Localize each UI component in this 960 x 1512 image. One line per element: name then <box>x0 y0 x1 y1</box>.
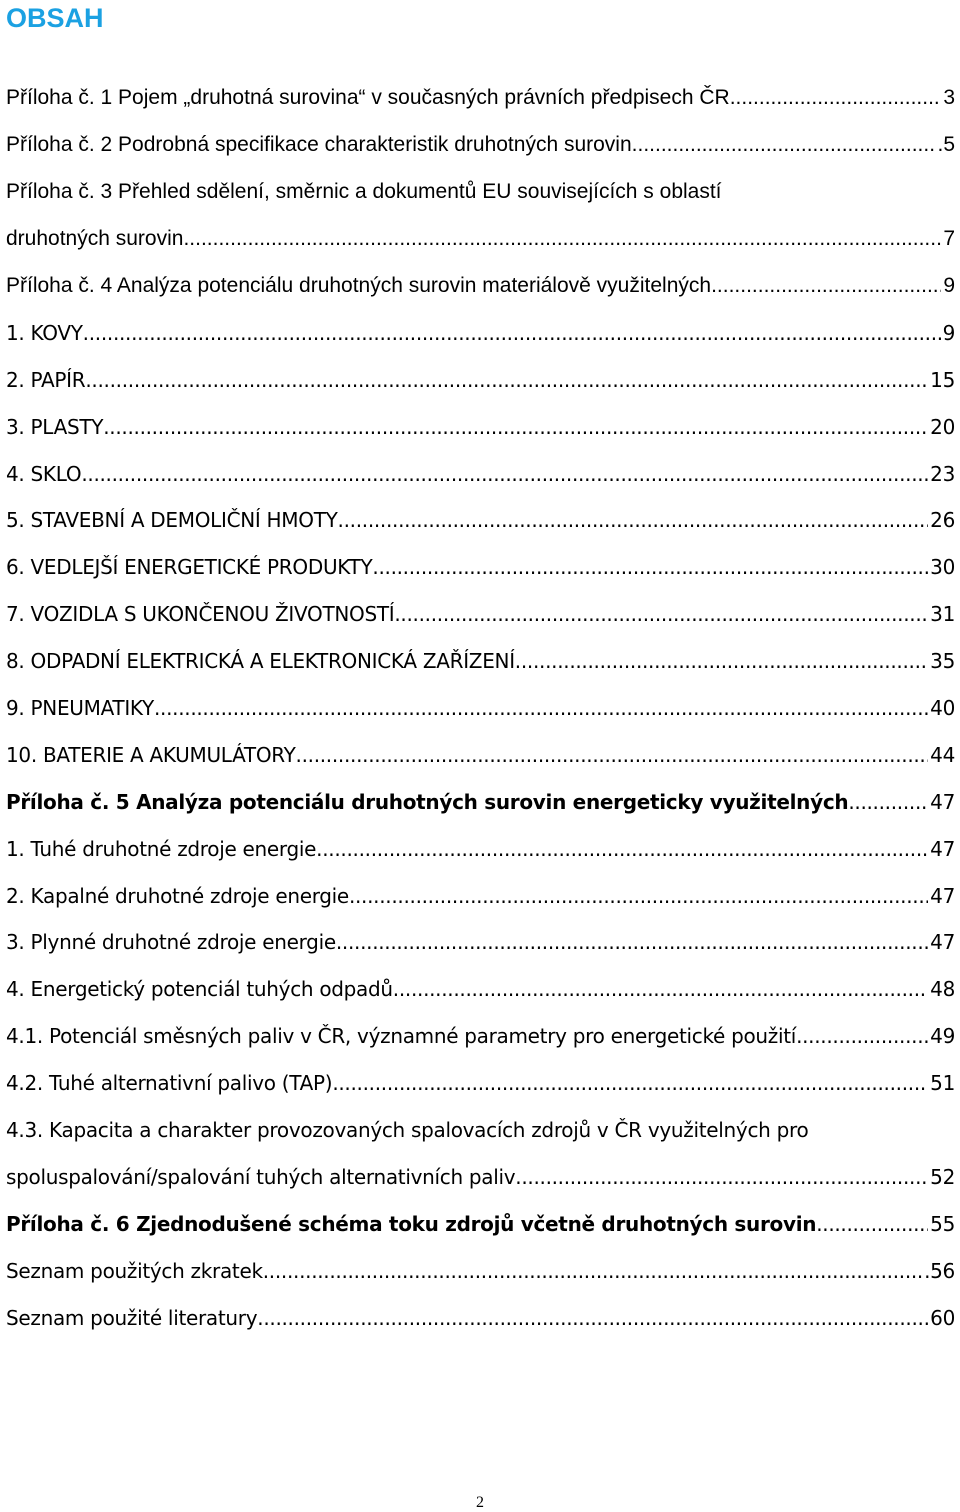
toc-entry-pneumatiky[interactable] <box>6 685 955 732</box>
toc-dot-leader <box>263 1259 922 1283</box>
toc-entry-text: 10. BATERIE A AKUMULÁTORY <box>6 742 296 767</box>
toc-entry-kapacita-line1[interactable] <box>6 1107 955 1154</box>
toc-entry-text: Příloha č. 4 Analýza potenciálu druhotných surovin materiálově využitelných <box>6 274 712 297</box>
toc-dot-leader <box>796 1024 928 1048</box>
toc-page-number: 47 <box>930 883 955 908</box>
toc-dot-leader <box>257 1306 928 1330</box>
toc-entry-text: 6. VEDLEJŠÍ ENERGETICKÉ PRODUKTY <box>6 555 373 580</box>
toc-dot-leader <box>349 884 928 908</box>
toc-entry-kapalne-zdroje[interactable] <box>6 872 955 919</box>
toc-page-number: .5 <box>937 133 955 157</box>
toc-page-number: 30 <box>930 555 955 580</box>
toc-entry-priloha-1[interactable] <box>6 75 955 122</box>
toc-page-number: 15 <box>930 367 955 392</box>
toc-dot-leader <box>848 790 928 814</box>
toc-entry-tuhe-zdroje[interactable] <box>6 825 955 872</box>
toc-entry-elektrozarizeni[interactable] <box>6 638 955 685</box>
toc-entry-priloha-3-line1[interactable] <box>6 169 955 216</box>
toc-entry-text: 2. PAPÍR <box>6 367 86 392</box>
toc-dot-leader <box>711 274 941 298</box>
toc-page-number: 35 <box>930 649 955 674</box>
toc-entry-text: 4. SKLO <box>6 461 82 486</box>
toc-page-number: 9 <box>943 274 955 297</box>
toc-entry-text: Příloha č. 3 Přehled sdělení, směrnic a dokumentů EU souvisejících s oblastí <box>6 180 722 204</box>
toc-dot-leader <box>515 1165 928 1189</box>
toc-dot-leader <box>85 368 928 392</box>
toc-entry-seznam-zkratek[interactable] <box>6 1247 955 1294</box>
toc-page-number: 52 <box>930 1164 955 1189</box>
toc-page-number: 9 <box>942 320 955 345</box>
toc-page-number: 47 <box>930 930 955 955</box>
toc-page-number: 55 <box>930 1211 955 1236</box>
toc-entry-text: 4. Energetický potenciál tuhých odpadů <box>6 977 393 1002</box>
toc-page-number: 31 <box>930 602 955 627</box>
toc-dot-leader <box>338 508 929 532</box>
toc-entry-priloha-6[interactable] <box>6 1200 955 1247</box>
toc-entry-vozidla[interactable] <box>6 591 955 638</box>
toc-entry-tap[interactable] <box>6 1060 955 1107</box>
toc-entry-text: 3. Plynné druhotné zdroje energie <box>6 930 336 955</box>
toc-entry-text: 5. STAVEBNÍ A DEMOLIČNÍ HMOTY <box>6 508 338 533</box>
toc-dot-leader <box>372 555 928 579</box>
toc-dot-leader <box>103 415 928 439</box>
toc-entry-text: Seznam použité literatury <box>6 1305 258 1330</box>
toc-page-number: .56 <box>924 1258 955 1283</box>
toc-entry-text: 4.1. Potenciál směsných paliv v ČR, významné parametry pro energetické použití <box>6 1024 797 1049</box>
toc-entry-plasty[interactable] <box>6 403 955 450</box>
toc-dot-leader <box>730 86 942 110</box>
toc-entry-text: Příloha č. 2 Podrobná specifikace charakteristik druhotných surovin <box>6 133 632 157</box>
toc-entry-priloha-2[interactable] <box>6 122 955 169</box>
toc-entry-text: 1. KOVY <box>6 320 83 345</box>
toc-dot-leader <box>183 227 941 251</box>
toc-entry-potencial-smesnych-paliv[interactable] <box>6 1013 955 1060</box>
toc-entry-kapacita-line2[interactable] <box>6 1153 955 1200</box>
toc-dot-leader <box>394 602 928 626</box>
toc-page-number: 44 <box>930 742 955 767</box>
toc-page-number: 60 <box>930 1305 955 1330</box>
toc-entry-text: druhotných surovin <box>6 227 184 251</box>
toc-entry-text: 7. VOZIDLA S UKONČENOU ŽIVOTNOSTÍ <box>6 602 395 627</box>
toc-dot-leader <box>515 649 928 673</box>
toc-dot-leader <box>393 977 928 1001</box>
toc-dot-leader <box>816 1212 928 1236</box>
toc-entry-text: 4.3. Kapacita a charakter provozovaných spalovacích zdrojů v ČR využitelných pro <box>6 1118 809 1143</box>
toc-entry-energeticke-produkty[interactable] <box>6 544 955 591</box>
toc-dot-leader <box>332 1071 928 1095</box>
toc-page-number: 51 <box>930 1071 955 1096</box>
toc-entry-seznam-literatury[interactable] <box>6 1294 955 1341</box>
toc-entry-sklo[interactable] <box>6 450 955 497</box>
toc-page-number: 7 <box>943 227 955 251</box>
toc-entry-text: Seznam použitých zkratek <box>6 1258 263 1283</box>
toc-page-number: 40 <box>930 696 955 721</box>
toc-dot-leader <box>81 462 928 486</box>
toc-page-number: 49 <box>930 1024 955 1049</box>
toc-entry-text: Příloha č. 6 Zjednodušené schéma toku zdrojů včetně druhotných surovin <box>6 1211 817 1236</box>
toc-page-number: 47 <box>930 789 955 814</box>
toc-entry-text: 4.2. Tuhé alternativní palivo (TAP) <box>6 1071 333 1096</box>
toc-entry-text: spoluspalování/spalování tuhých alternativních paliv <box>6 1164 516 1189</box>
toc-page-number: 23 <box>930 461 955 486</box>
toc-page-number: 20 <box>930 414 955 439</box>
toc-entry-text: 9. PNEUMATIKY <box>6 696 154 721</box>
toc-page-number: 47 <box>930 836 955 861</box>
table-of-contents <box>6 75 955 1341</box>
toc-title: OBSAH <box>6 3 104 33</box>
toc-entry-energeticky-potencial[interactable] <box>6 966 955 1013</box>
toc-entry-priloha-4[interactable] <box>6 263 955 310</box>
toc-dot-leader <box>296 743 929 767</box>
toc-entry-text: 3. PLASTY <box>6 414 104 439</box>
toc-entry-baterie[interactable] <box>6 731 955 778</box>
toc-entry-papir[interactable] <box>6 356 955 403</box>
toc-entry-stavebni-hmoty[interactable] <box>6 497 955 544</box>
toc-entry-text: 2. Kapalné druhotné zdroje energie <box>6 883 349 908</box>
toc-page-number: 48 <box>930 977 955 1002</box>
toc-dot-leader <box>336 930 928 954</box>
toc-entry-priloha-5[interactable] <box>6 778 955 825</box>
toc-dot-leader <box>316 837 928 861</box>
toc-entry-priloha-3-line2[interactable] <box>6 216 955 263</box>
toc-entry-text: 1. Tuhé druhotné zdroje energie <box>6 836 317 861</box>
toc-entry-text: Příloha č. 5 Analýza potenciálu druhotných surovin energeticky využitelných <box>6 789 849 814</box>
toc-dot-leader <box>83 321 941 345</box>
toc-page-number: 26 <box>930 508 955 533</box>
toc-entry-plynne-zdroje[interactable] <box>6 919 955 966</box>
toc-page-number: 3 <box>943 86 955 110</box>
toc-entry-text: 8. ODPADNÍ ELEKTRICKÁ A ELEKTRONICKÁ ZAŘÍZENÍ <box>6 649 515 674</box>
toc-dot-leader <box>632 133 936 157</box>
toc-entry-kovy[interactable] <box>6 309 955 356</box>
page-number: 2 <box>476 1494 484 1511</box>
toc-entry-text: Příloha č. 1 Pojem „druhotná surovina“ v současných právních předpisech ČR <box>6 86 730 110</box>
toc-dot-leader <box>154 696 928 720</box>
